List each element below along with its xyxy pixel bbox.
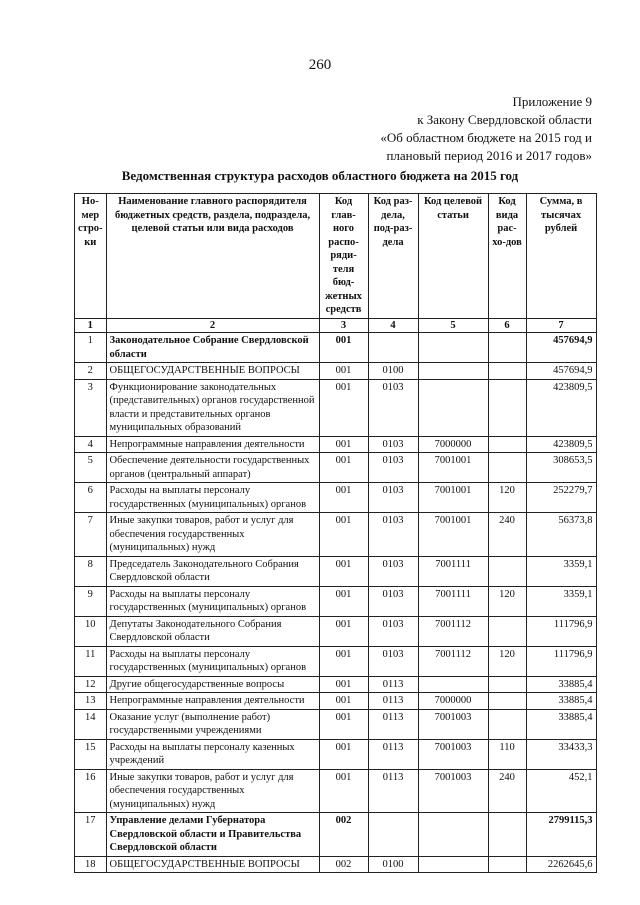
expense-code-cell xyxy=(488,453,526,483)
expense-code-cell: 240 xyxy=(488,513,526,557)
column-number: 7 xyxy=(526,318,596,333)
row-number-cell: 11 xyxy=(75,646,107,676)
ministry-code-cell: 002 xyxy=(319,856,368,873)
target-code-cell: 7001111 xyxy=(418,556,488,586)
amount-cell: 3359,1 xyxy=(526,586,596,616)
expense-code-cell xyxy=(488,676,526,693)
target-code-cell: 7001112 xyxy=(418,646,488,676)
amount-cell: 3359,1 xyxy=(526,556,596,586)
expense-code-cell xyxy=(488,856,526,873)
target-code-cell xyxy=(418,676,488,693)
target-code-cell: 7001003 xyxy=(418,739,488,769)
table-row xyxy=(75,363,597,380)
ministry-code-cell: 001 xyxy=(319,693,368,710)
target-code-cell: 7001111 xyxy=(418,586,488,616)
expense-code-cell xyxy=(488,363,526,380)
section-code-cell: 0113 xyxy=(368,739,418,769)
column-number: 2 xyxy=(106,318,319,333)
ministry-code-cell: 002 xyxy=(319,813,368,857)
expense-code-cell xyxy=(488,693,526,710)
row-number-cell: 8 xyxy=(75,556,107,586)
name-cell: Депутаты Законодательного Собрания Свердловской области xyxy=(106,616,319,646)
amount-cell: 252279,7 xyxy=(526,483,596,513)
ministry-code-cell: 001 xyxy=(319,676,368,693)
name-cell: Другие общегосударственные вопросы xyxy=(106,676,319,693)
row-number-cell: 7 xyxy=(75,513,107,557)
expense-code-cell: 120 xyxy=(488,483,526,513)
appendix-line: Приложение 9 xyxy=(512,94,592,109)
amount-cell: 56373,8 xyxy=(526,513,596,557)
table-row xyxy=(75,813,597,857)
target-code-cell: 7001003 xyxy=(418,709,488,739)
budget-table xyxy=(74,193,597,873)
section-code-cell: 0103 xyxy=(368,586,418,616)
amount-cell: 33433,3 xyxy=(526,739,596,769)
amount-cell: 33885,4 xyxy=(526,709,596,739)
amount-cell: 457694,9 xyxy=(526,363,596,380)
target-code-cell: 7000000 xyxy=(418,693,488,710)
column-number: 6 xyxy=(488,318,526,333)
column-number: 1 xyxy=(75,318,107,333)
row-number-cell: 13 xyxy=(75,693,107,710)
row-number-cell: 2 xyxy=(75,363,107,380)
name-cell: Обеспечение деятельности государственных органов (центральный аппарат) xyxy=(106,453,319,483)
amount-cell: 457694,9 xyxy=(526,333,596,363)
amount-cell: 111796,9 xyxy=(526,616,596,646)
section-code-cell: 0113 xyxy=(368,693,418,710)
header-expense-code: Код вида рас-хо-дов xyxy=(488,194,526,319)
row-number-cell: 18 xyxy=(75,856,107,873)
row-number-cell: 12 xyxy=(75,676,107,693)
amount-cell: 2262645,6 xyxy=(526,856,596,873)
table-row xyxy=(75,453,597,483)
appendix-line: «Об областном бюджете на 2015 год и xyxy=(380,130,592,145)
amount-cell: 308653,5 xyxy=(526,453,596,483)
amount-cell: 2799115,3 xyxy=(526,813,596,857)
expense-code-cell xyxy=(488,333,526,363)
target-code-cell: 7001001 xyxy=(418,453,488,483)
table-row xyxy=(75,616,597,646)
ministry-code-cell: 001 xyxy=(319,333,368,363)
section-code-cell: 0103 xyxy=(368,379,418,436)
section-code-cell: 0103 xyxy=(368,483,418,513)
name-cell: Законодательное Собрание Свердловской области xyxy=(106,333,319,363)
target-code-cell: 7001001 xyxy=(418,483,488,513)
table-row xyxy=(75,646,597,676)
table-row xyxy=(75,333,597,363)
page-number: 260 xyxy=(308,57,332,73)
section-code-cell: 0100 xyxy=(368,363,418,380)
section-code-cell: 0100 xyxy=(368,856,418,873)
row-number-cell: 6 xyxy=(75,483,107,513)
ministry-code-cell: 001 xyxy=(319,739,368,769)
expense-code-cell: 240 xyxy=(488,769,526,813)
row-number-cell: 3 xyxy=(75,379,107,436)
row-number-cell: 17 xyxy=(75,813,107,857)
name-cell: ОБЩЕГОСУДАРСТВЕННЫЕ ВОПРОСЫ xyxy=(106,363,319,380)
row-number-cell: 5 xyxy=(75,453,107,483)
name-cell: Расходы на выплаты персоналу государственных (муниципальных) органов xyxy=(106,646,319,676)
target-code-cell xyxy=(418,813,488,857)
row-number-cell: 10 xyxy=(75,616,107,646)
ministry-code-cell: 001 xyxy=(319,483,368,513)
name-cell: Расходы на выплаты персоналу казенных учреждений xyxy=(106,739,319,769)
ministry-code-cell: 001 xyxy=(319,453,368,483)
amount-cell: 423809,5 xyxy=(526,436,596,453)
ministry-code-cell: 001 xyxy=(319,709,368,739)
section-code-cell xyxy=(368,813,418,857)
amount-cell: 423809,5 xyxy=(526,379,596,436)
name-cell: Расходы на выплаты персоналу государственных (муниципальных) органов xyxy=(106,586,319,616)
expense-code-cell xyxy=(488,379,526,436)
name-cell: ОБЩЕГОСУДАРСТВЕННЫЕ ВОПРОСЫ xyxy=(106,856,319,873)
section-code-cell: 0103 xyxy=(368,616,418,646)
section-code-cell: 0103 xyxy=(368,646,418,676)
header-amount: Сумма, в тысячах рублей xyxy=(526,194,596,319)
expense-code-cell xyxy=(488,616,526,646)
expense-code-cell xyxy=(488,813,526,857)
target-code-cell xyxy=(418,379,488,436)
ministry-code-cell: 001 xyxy=(319,379,368,436)
header-name: Наименование главного распорядителя бюджетных средств, раздела, подраздела, целевой статьи или вида расходов xyxy=(106,194,319,319)
section-code-cell: 0103 xyxy=(368,453,418,483)
amount-cell: 452,1 xyxy=(526,769,596,813)
column-number-row xyxy=(75,318,597,333)
target-code-cell: 7001003 xyxy=(418,769,488,813)
ministry-code-cell: 001 xyxy=(319,586,368,616)
target-code-cell xyxy=(418,856,488,873)
ministry-code-cell: 001 xyxy=(319,363,368,380)
name-cell: Управление делами Губернатора Свердловской области и Правительства Свердловской области xyxy=(106,813,319,857)
section-code-cell: 0103 xyxy=(368,436,418,453)
target-code-cell: 7000000 xyxy=(418,436,488,453)
ministry-code-cell: 001 xyxy=(319,616,368,646)
row-number-cell: 15 xyxy=(75,739,107,769)
ministry-code-cell: 001 xyxy=(319,769,368,813)
table-row xyxy=(75,769,597,813)
table-row xyxy=(75,513,597,557)
section-code-cell: 0113 xyxy=(368,709,418,739)
table-body xyxy=(75,333,597,873)
name-cell: Иные закупки товаров, работ и услуг для обеспечения государственных (муниципальных) нужд xyxy=(106,769,319,813)
amount-cell: 111796,9 xyxy=(526,646,596,676)
table-row xyxy=(75,379,597,436)
table-row xyxy=(75,586,597,616)
table-row xyxy=(75,693,597,710)
expense-code-cell xyxy=(488,436,526,453)
ministry-code-cell: 001 xyxy=(319,436,368,453)
target-code-cell xyxy=(418,333,488,363)
expense-code-cell: 120 xyxy=(488,586,526,616)
header-row-number: Но-мер стро-ки xyxy=(75,194,107,319)
amount-cell: 33885,4 xyxy=(526,676,596,693)
table-row xyxy=(75,739,597,769)
header-section-code: Код раз-дела, под-раз-дела xyxy=(368,194,418,319)
header-ministry-code: Код глав-ного распо-ряди-теля бюд-жетных средств xyxy=(319,194,368,319)
document-title: Ведомственная структура расходов областного бюджета на 2015 год xyxy=(121,168,519,183)
column-number: 3 xyxy=(319,318,368,333)
table-header-row xyxy=(75,194,597,319)
column-number: 5 xyxy=(418,318,488,333)
row-number-cell: 16 xyxy=(75,769,107,813)
column-number: 4 xyxy=(368,318,418,333)
section-code-cell xyxy=(368,333,418,363)
expense-code-cell: 110 xyxy=(488,739,526,769)
expense-code-cell xyxy=(488,709,526,739)
section-code-cell: 0113 xyxy=(368,769,418,813)
appendix-header xyxy=(380,93,592,165)
table-row xyxy=(75,676,597,693)
name-cell: Непрограммные направления деятельности xyxy=(106,693,319,710)
name-cell: Функционирование законодательных (представительных) органов государственной власти и представительных органов муниципальных образований xyxy=(106,379,319,436)
appendix-line: к Закону Свердловской области xyxy=(417,112,592,127)
row-number-cell: 14 xyxy=(75,709,107,739)
name-cell: Непрограммные направления деятельности xyxy=(106,436,319,453)
table-row xyxy=(75,856,597,873)
name-cell: Председатель Законодательного Собрания Свердловской области xyxy=(106,556,319,586)
table-row xyxy=(75,709,597,739)
table-row xyxy=(75,556,597,586)
ministry-code-cell: 001 xyxy=(319,646,368,676)
name-cell: Оказание услуг (выполнение работ) государственными учреждениями xyxy=(106,709,319,739)
expense-code-cell: 120 xyxy=(488,646,526,676)
appendix-line: плановый период 2016 и 2017 годов» xyxy=(386,148,592,163)
row-number-cell: 9 xyxy=(75,586,107,616)
section-code-cell: 0103 xyxy=(368,556,418,586)
header-target-code: Код целевой статьи xyxy=(418,194,488,319)
row-number-cell: 4 xyxy=(75,436,107,453)
section-code-cell: 0103 xyxy=(368,513,418,557)
row-number-cell: 1 xyxy=(75,333,107,363)
target-code-cell: 7001001 xyxy=(418,513,488,557)
ministry-code-cell: 001 xyxy=(319,556,368,586)
name-cell: Иные закупки товаров, работ и услуг для обеспечения государственных (муниципальных) нужд xyxy=(106,513,319,557)
section-code-cell: 0113 xyxy=(368,676,418,693)
expense-code-cell xyxy=(488,556,526,586)
target-code-cell xyxy=(418,363,488,380)
table-row xyxy=(75,483,597,513)
table-row xyxy=(75,436,597,453)
target-code-cell: 7001112 xyxy=(418,616,488,646)
ministry-code-cell: 001 xyxy=(319,513,368,557)
name-cell: Расходы на выплаты персоналу государственных (муниципальных) органов xyxy=(106,483,319,513)
amount-cell: 33885,4 xyxy=(526,693,596,710)
